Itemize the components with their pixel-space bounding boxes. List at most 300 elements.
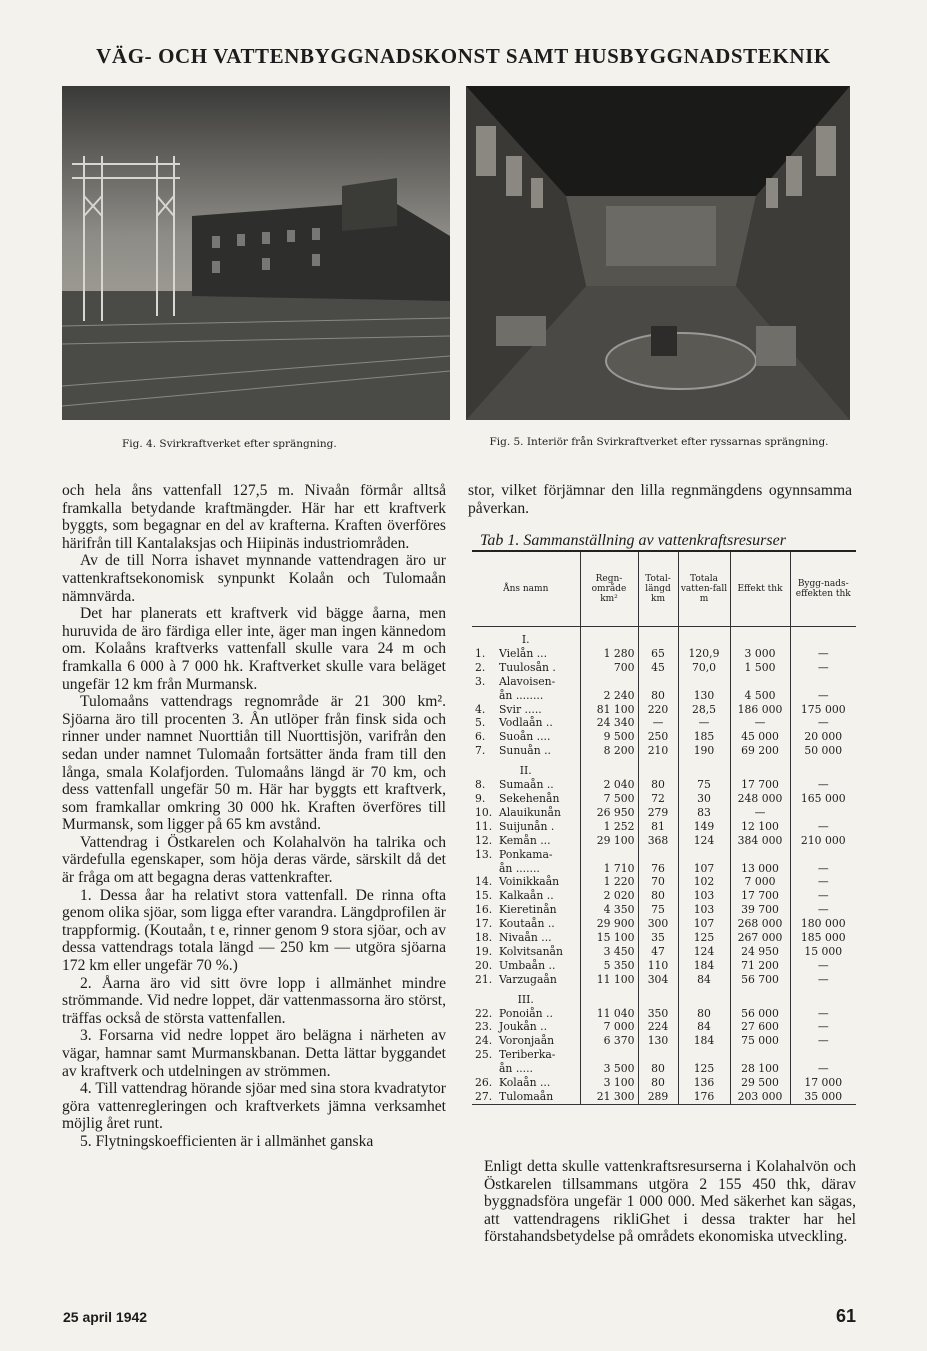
cell-length: 80 [638,689,678,703]
cell-effect: 56 700 [730,973,790,987]
cell-fall: 80 [678,1007,730,1021]
cell-build: 20 000 [790,730,856,744]
cell-name [472,889,580,903]
cell-name [472,703,580,717]
river-name: Voronjaån [499,1034,555,1048]
paragraph: stor, vilket förjämnar den lilla regnmängdens ogynnsamma påverkan. [468,482,852,517]
table-body [472,627,856,1105]
cell-name [472,1090,580,1104]
cell-name [472,1034,580,1048]
paragraph: 1. Dessa åar ha relativt stora vattenfall. De rinna ofta genom olika sjöar, som ligga efter varandra. Längdprofilen är trappformig. (Koutaån, t e, rinner genom 9 stora sjöar, och av dessa vattendrags totala längd — 250 km — utgöra sjöarna 172 km eller ungefär 70 %.) [62,886,446,975]
cell-length: 35 [638,931,678,945]
table-row [472,875,856,889]
river-name: Sekehenån [499,791,560,805]
cell-effect: 56 000 [730,1007,790,1021]
cell-name [472,903,580,917]
paragraph: 4. Till vattendrag hörande sjöar med sina stora kvadratytor göra vattenregleringen och kraftverkets jämna verksamhet möjlig året runt. [62,1080,446,1133]
empty-cell [678,758,730,778]
empty-cell [730,758,790,778]
cell-build: — [790,862,856,876]
resources-table [472,552,856,1105]
cell-build [790,675,856,689]
cell-length: 210 [638,744,678,758]
table-row [472,820,856,834]
cell-length: 110 [638,959,678,973]
row-number: 27. [475,1090,493,1103]
paragraph: Enligt detta skulle vattenkraftsresurserna i Kolahalvön och Östkarelen tillsammans utgöra 2 155 450 thk, därav byggnadsföra ungefär 1 000 000. Med säkerhet kan sägas, att vattendragens rikliGhet i dessa trakter har hel förstahandsbetydelse på områdets ekonomiska utveckling. [484,1158,856,1246]
cell-build: — [790,875,856,889]
cell-build: 17 000 [790,1076,856,1090]
row-number: 24. [475,1034,493,1048]
empty-cell [638,987,678,1007]
cell-effect: 75 000 [730,1034,790,1048]
table-row [472,834,856,848]
cell-name [472,661,580,675]
cell-fall: 75 [678,778,730,792]
cell-length: 250 [638,730,678,744]
row-number: 6. [475,730,486,744]
cell-length: 350 [638,1007,678,1021]
cell-name [472,973,580,987]
cell-fall [678,848,730,862]
cell-length: 289 [638,1090,678,1104]
cell-name [472,1062,580,1076]
cell-build: 185 000 [790,931,856,945]
cell-length: 130 [638,1034,678,1048]
cell-fall: 28,5 [678,703,730,717]
empty-cell [580,627,638,647]
cell-build: — [790,689,856,703]
cell-effect: 3 000 [730,647,790,661]
river-name: Suijunån . [499,819,555,833]
table-row [472,959,856,973]
cell-length: 224 [638,1020,678,1034]
empty-cell [790,758,856,778]
table-group-row [472,758,856,778]
cell-fall: 124 [678,834,730,848]
cell-build: — [790,973,856,987]
table-row [472,1020,856,1034]
cell-fall: 124 [678,945,730,959]
cell-length [638,1048,678,1062]
cell-build: — [790,716,856,730]
header-effect: Effekt thk [730,552,790,627]
cell-area: 1 280 [580,647,638,661]
row-number: 14. [475,875,493,889]
cell-area: 81 100 [580,703,638,717]
cell-effect: 1 500 [730,661,790,675]
table-row [472,931,856,945]
cell-effect: 28 100 [730,1062,790,1076]
cell-build: — [790,820,856,834]
river-name: Alauikunån [499,805,561,819]
cell-area: 3 100 [580,1076,638,1090]
cell-fall: 149 [678,820,730,834]
cell-fall: 102 [678,875,730,889]
cell-effect: 17 700 [730,889,790,903]
empty-cell [790,627,856,647]
paragraph: Vattendrag i Östkarelen och Kolahalvön ha talrika och värdefulla egenskaper, som höja deras värde, särskilt då det är fråga om att begagna deras vattenkrafter. [62,833,446,887]
cell-build: — [790,1020,856,1034]
cell-length: 47 [638,945,678,959]
cell-fall: 103 [678,903,730,917]
cell-name [472,848,580,862]
cell-build: 175 000 [790,703,856,717]
cell-build: 165 000 [790,792,856,806]
cell-build: — [790,959,856,973]
empty-cell [638,627,678,647]
empty-cell [678,987,730,1007]
paragraph: 2. Åarna äro vid sitt övre lopp i allmänhet mindre strömmande. Vid nedre loppet, där vattenmassorna äro störst, träffas också de största vattenfallen. [62,974,446,1027]
row-number: 9. [475,791,486,805]
journal-section-header: VÄG- OCH VATTENBYGGNADSKONST SAMT HUSBYGGNADSTEKNIK [96,44,831,68]
cell-fall: 184 [678,1034,730,1048]
river-name: Umbaån .. [499,958,556,972]
cell-name [472,1007,580,1021]
cell-area: 6 370 [580,1034,638,1048]
paragraph: och hela åns vattenfall 127,5 m. Nivaån förmår alltså framkalla betydande kraftmängder. Här har ett kraftverk byggts, som begagnar en del av krafterna. Kraften överföres härifrån till Kantalaksjas och Hiipinäs industriområden. [62,482,446,552]
cell-area: 2 020 [580,889,638,903]
river-name: Voinikkaån [499,875,560,889]
cell-name [472,917,580,931]
cell-build: — [790,903,856,917]
table-row [472,675,856,689]
empty-cell [580,758,638,778]
cell-name [472,689,580,703]
cell-build [790,1048,856,1062]
row-number: 11. [475,819,493,833]
table-row [472,806,856,820]
row-number: 21. [475,972,493,986]
cell-area: 4 350 [580,903,638,917]
cell-length: 80 [638,1062,678,1076]
right-intro-text [468,482,852,517]
figure-4-caption: Fig. 4. Svirkraftverket efter sprängning. [122,438,337,450]
row-number: 1. [475,646,486,660]
table-header-row [472,552,856,627]
cell-area: 26 950 [580,806,638,820]
cell-build [790,848,856,862]
cell-area: 8 200 [580,744,638,758]
river-name: Kieretinån [499,903,557,917]
cell-area: 2 240 [580,689,638,703]
cell-name [472,1076,580,1090]
cell-fall: — [678,716,730,730]
river-name: Ponoiån .. [499,1006,553,1020]
row-number: 20. [475,958,493,972]
cell-name [472,959,580,973]
cell-name [472,730,580,744]
cell-fall: 125 [678,931,730,945]
table-row [472,744,856,758]
cell-fall: 30 [678,792,730,806]
table-row [472,903,856,917]
cell-fall: 84 [678,1020,730,1034]
cell-area: 3 450 [580,945,638,959]
cell-name [472,716,580,730]
cell-area: 9 500 [580,730,638,744]
table-row [472,945,856,959]
river-name: Nivaån ... [499,931,552,945]
empty-cell [730,987,790,1007]
row-number: 7. [475,744,486,758]
cell-area: 7 500 [580,792,638,806]
cell-area: 11 100 [580,973,638,987]
row-number: 2. [475,660,486,674]
row-number: 12. [475,833,493,847]
cell-build: 210 000 [790,834,856,848]
paragraph: Det har planerats ett kraftverk vid bägge åarna, men huruvida de äro färdiga eller inte, äger man ingen kännedom om. Kolaåns kraftverks vattenfall skulle vara 24 m och framkalla 6 000 à 7 000 hk. Kraftverket skulle vara beläget ungefär 12 km från Murmansk. [62,605,446,693]
paragraph: 5. Flytningskoefficienten är i allmänhet ganska [80,1132,374,1150]
cell-name [472,792,580,806]
cell-length: — [638,716,678,730]
river-name: Ponkama- [499,847,553,861]
row-number: 19. [475,944,493,958]
cell-length: 76 [638,862,678,876]
cell-effect: — [730,806,790,820]
table-row [472,716,856,730]
cell-fall: 83 [678,806,730,820]
river-name: ån ........ [499,688,544,702]
cell-build: — [790,778,856,792]
cell-area: 1 220 [580,875,638,889]
cell-area: 2 040 [580,778,638,792]
cell-fall: 103 [678,889,730,903]
cell-build: 15 000 [790,945,856,959]
cell-fall: 185 [678,730,730,744]
group-label: III. [517,992,534,1006]
row-number: 3. [475,674,486,688]
cell-area [580,848,638,862]
river-name: Tulomaån [499,1090,554,1103]
table-row [472,647,856,661]
cell-effect: 24 950 [730,945,790,959]
river-name: Suoån .... [499,730,551,744]
cell-area: 5 350 [580,959,638,973]
cell-effect [730,675,790,689]
row-number: 4. [475,702,486,716]
cell-area: 21 300 [580,1090,638,1104]
cell-length: 81 [638,820,678,834]
empty-cell [730,627,790,647]
cell-length [638,848,678,862]
group-label: II. [519,764,532,778]
cell-length: 65 [638,647,678,661]
page-number: 61 [836,1306,857,1326]
river-name: Koutaån .. [499,917,555,931]
cell-fall: 70,0 [678,661,730,675]
cell-fall: 107 [678,917,730,931]
row-number: 23. [475,1020,493,1034]
cell-effect: 248 000 [730,792,790,806]
table-row [472,889,856,903]
table-row [472,730,856,744]
cell-name [472,931,580,945]
cell-effect: — [730,716,790,730]
cell-length: 45 [638,661,678,675]
cell-build: 180 000 [790,917,856,931]
cell-length: 368 [638,834,678,848]
left-text-column [62,482,446,1151]
cell-name [472,875,580,889]
cell-area: 29 900 [580,917,638,931]
river-name: Vielån ... [499,646,548,660]
cell-fall: 125 [678,1062,730,1076]
cell-effect: 203 000 [730,1090,790,1104]
row-number: 17. [475,917,493,931]
cell-build: 35 000 [790,1090,856,1104]
cell-effect: 69 200 [730,744,790,758]
cell-effect: 4 500 [730,689,790,703]
table-row [472,792,856,806]
table-row [472,689,856,703]
cell-fall [678,1048,730,1062]
row-number: 18. [475,931,493,945]
table-row [472,1007,856,1021]
river-name: Kolaån ... [499,1076,551,1090]
river-name: Kalkaån .. [499,889,554,903]
cell-effect: 12 100 [730,820,790,834]
row-number: 10. [475,805,493,819]
empty-cell [580,987,638,1007]
cell-build: — [790,1062,856,1076]
cell-length: 304 [638,973,678,987]
cell-area: 11 040 [580,1007,638,1021]
row-number: 15. [475,889,493,903]
cell-length: 300 [638,917,678,931]
table-row [472,973,856,987]
cell-area: 15 100 [580,931,638,945]
table-row [472,917,856,931]
river-name: Sunuån .. [499,744,551,758]
river-name: Teriberka- [499,1048,556,1062]
table-row [472,778,856,792]
cell-area: 3 500 [580,1062,638,1076]
row-number: 25. [475,1048,493,1062]
river-name: Varzugaån [499,972,557,986]
river-name: Sumaån .. [499,778,554,792]
cell-area: 1 252 [580,820,638,834]
cell-build: — [790,889,856,903]
table-row [472,703,856,717]
row-number: 5. [475,716,486,730]
river-name: ån ....... [499,861,540,875]
cell-build: — [790,647,856,661]
figure-4-photo [62,86,450,420]
cell-length: 80 [638,1076,678,1090]
table-row [472,1034,856,1048]
table-row [472,661,856,675]
cell-effect [730,848,790,862]
empty-cell [678,627,730,647]
cell-area: 24 340 [580,716,638,730]
cell-effect: 39 700 [730,903,790,917]
group-label: I. [521,633,530,646]
cell-effect: 7 000 [730,875,790,889]
cell-build: 50 000 [790,744,856,758]
figure-5-photo [466,86,850,420]
empty-cell [790,987,856,1007]
cell-effect [730,1048,790,1062]
table-row [472,1062,856,1076]
cell-effect: 267 000 [730,931,790,945]
header-build: Bygg-nads-effekten thk [790,552,856,627]
cell-name [472,778,580,792]
cell-length [638,675,678,689]
header-fall: Totala vatten-fall m [678,552,730,627]
empty-cell [638,758,678,778]
cell-name [472,862,580,876]
river-name: Kemån ... [499,833,551,847]
cell-effect: 384 000 [730,834,790,848]
cell-fall: 176 [678,1090,730,1104]
cell-name [472,945,580,959]
cell-name [472,806,580,820]
river-name: Vodlaån .. [499,716,553,730]
cell-fall: 136 [678,1076,730,1090]
header-name: Åns namn [472,552,580,627]
header-area: Regn-område km² [580,552,638,627]
cell-area [580,675,638,689]
cell-effect: 27 600 [730,1020,790,1034]
river-name: Alavoisen- [499,674,556,688]
cell-fall: 107 [678,862,730,876]
cell-effect: 29 500 [730,1076,790,1090]
cell-length: 80 [638,778,678,792]
cell-length: 279 [638,806,678,820]
table-row [472,1090,856,1104]
cell-effect: 71 200 [730,959,790,973]
row-number: 26. [475,1076,493,1090]
cell-name [472,1020,580,1034]
cell-length: 70 [638,875,678,889]
row-number: 13. [475,847,493,861]
cell-length: 220 [638,703,678,717]
paragraph: Tulomaåns vattendrags regnområde är 21 300 km². Sjöarna äro till procenten 3. Ån utlöper från finsk sida och rinner under namnet Nuorttiån till Nuorttisjön, varifrån den sedan under namnet Tulomaån fortsätter ända fram till den långa, smala Kolafjorden. Tulomaåns längd är 70 km, och dess vattenfall ungefär 50 m. Här har byggts ett kraftverk, som framkallar omkring 30 000 hk. Kraften överföres till Murmansk, som ligger på 65 km avstånd. [62,693,446,834]
cell-build: — [790,1007,856,1021]
river-name: Joukån .. [499,1020,548,1034]
cell-build: — [790,661,856,675]
header-length: Total-längd km [638,552,678,627]
cell-effect: 186 000 [730,703,790,717]
table-row [472,1048,856,1062]
figure-5-caption: Fig. 5. Interiör från Svirkraftverket efter ryssarnas sprängning. [489,436,829,448]
table-row [472,1076,856,1090]
cell-effect: 17 700 [730,778,790,792]
cell-fall: 190 [678,744,730,758]
cell-area: 1 710 [580,862,638,876]
row-number: 8. [475,778,486,792]
issue-date: 25 april 1942 [63,1309,148,1325]
table-group-row [472,627,856,647]
cell-area: 700 [580,661,638,675]
river-name: ån ..... [499,1062,533,1076]
paragraph: 3. Forsarna vid nedre loppet äro belägna i närheten av vägar, hamnar samt Murmanskbanan. Detta lättar byggandet av kraftverk och utdelningen av strömmen. [62,1027,446,1080]
cell-fall: 184 [678,959,730,973]
cell-fall: 84 [678,973,730,987]
cell-name [472,744,580,758]
cell-effect: 45 000 [730,730,790,744]
cell-area: 29 100 [580,834,638,848]
cell-name [472,1048,580,1062]
right-conclusion-text [484,1158,856,1246]
cell-fall: 130 [678,689,730,703]
table-row [472,862,856,876]
cell-area [580,1048,638,1062]
table-title: Tab 1. Sammanställning av vattenkraftsresurser [480,532,786,549]
cell-length: 72 [638,792,678,806]
table-group-row [472,987,856,1007]
